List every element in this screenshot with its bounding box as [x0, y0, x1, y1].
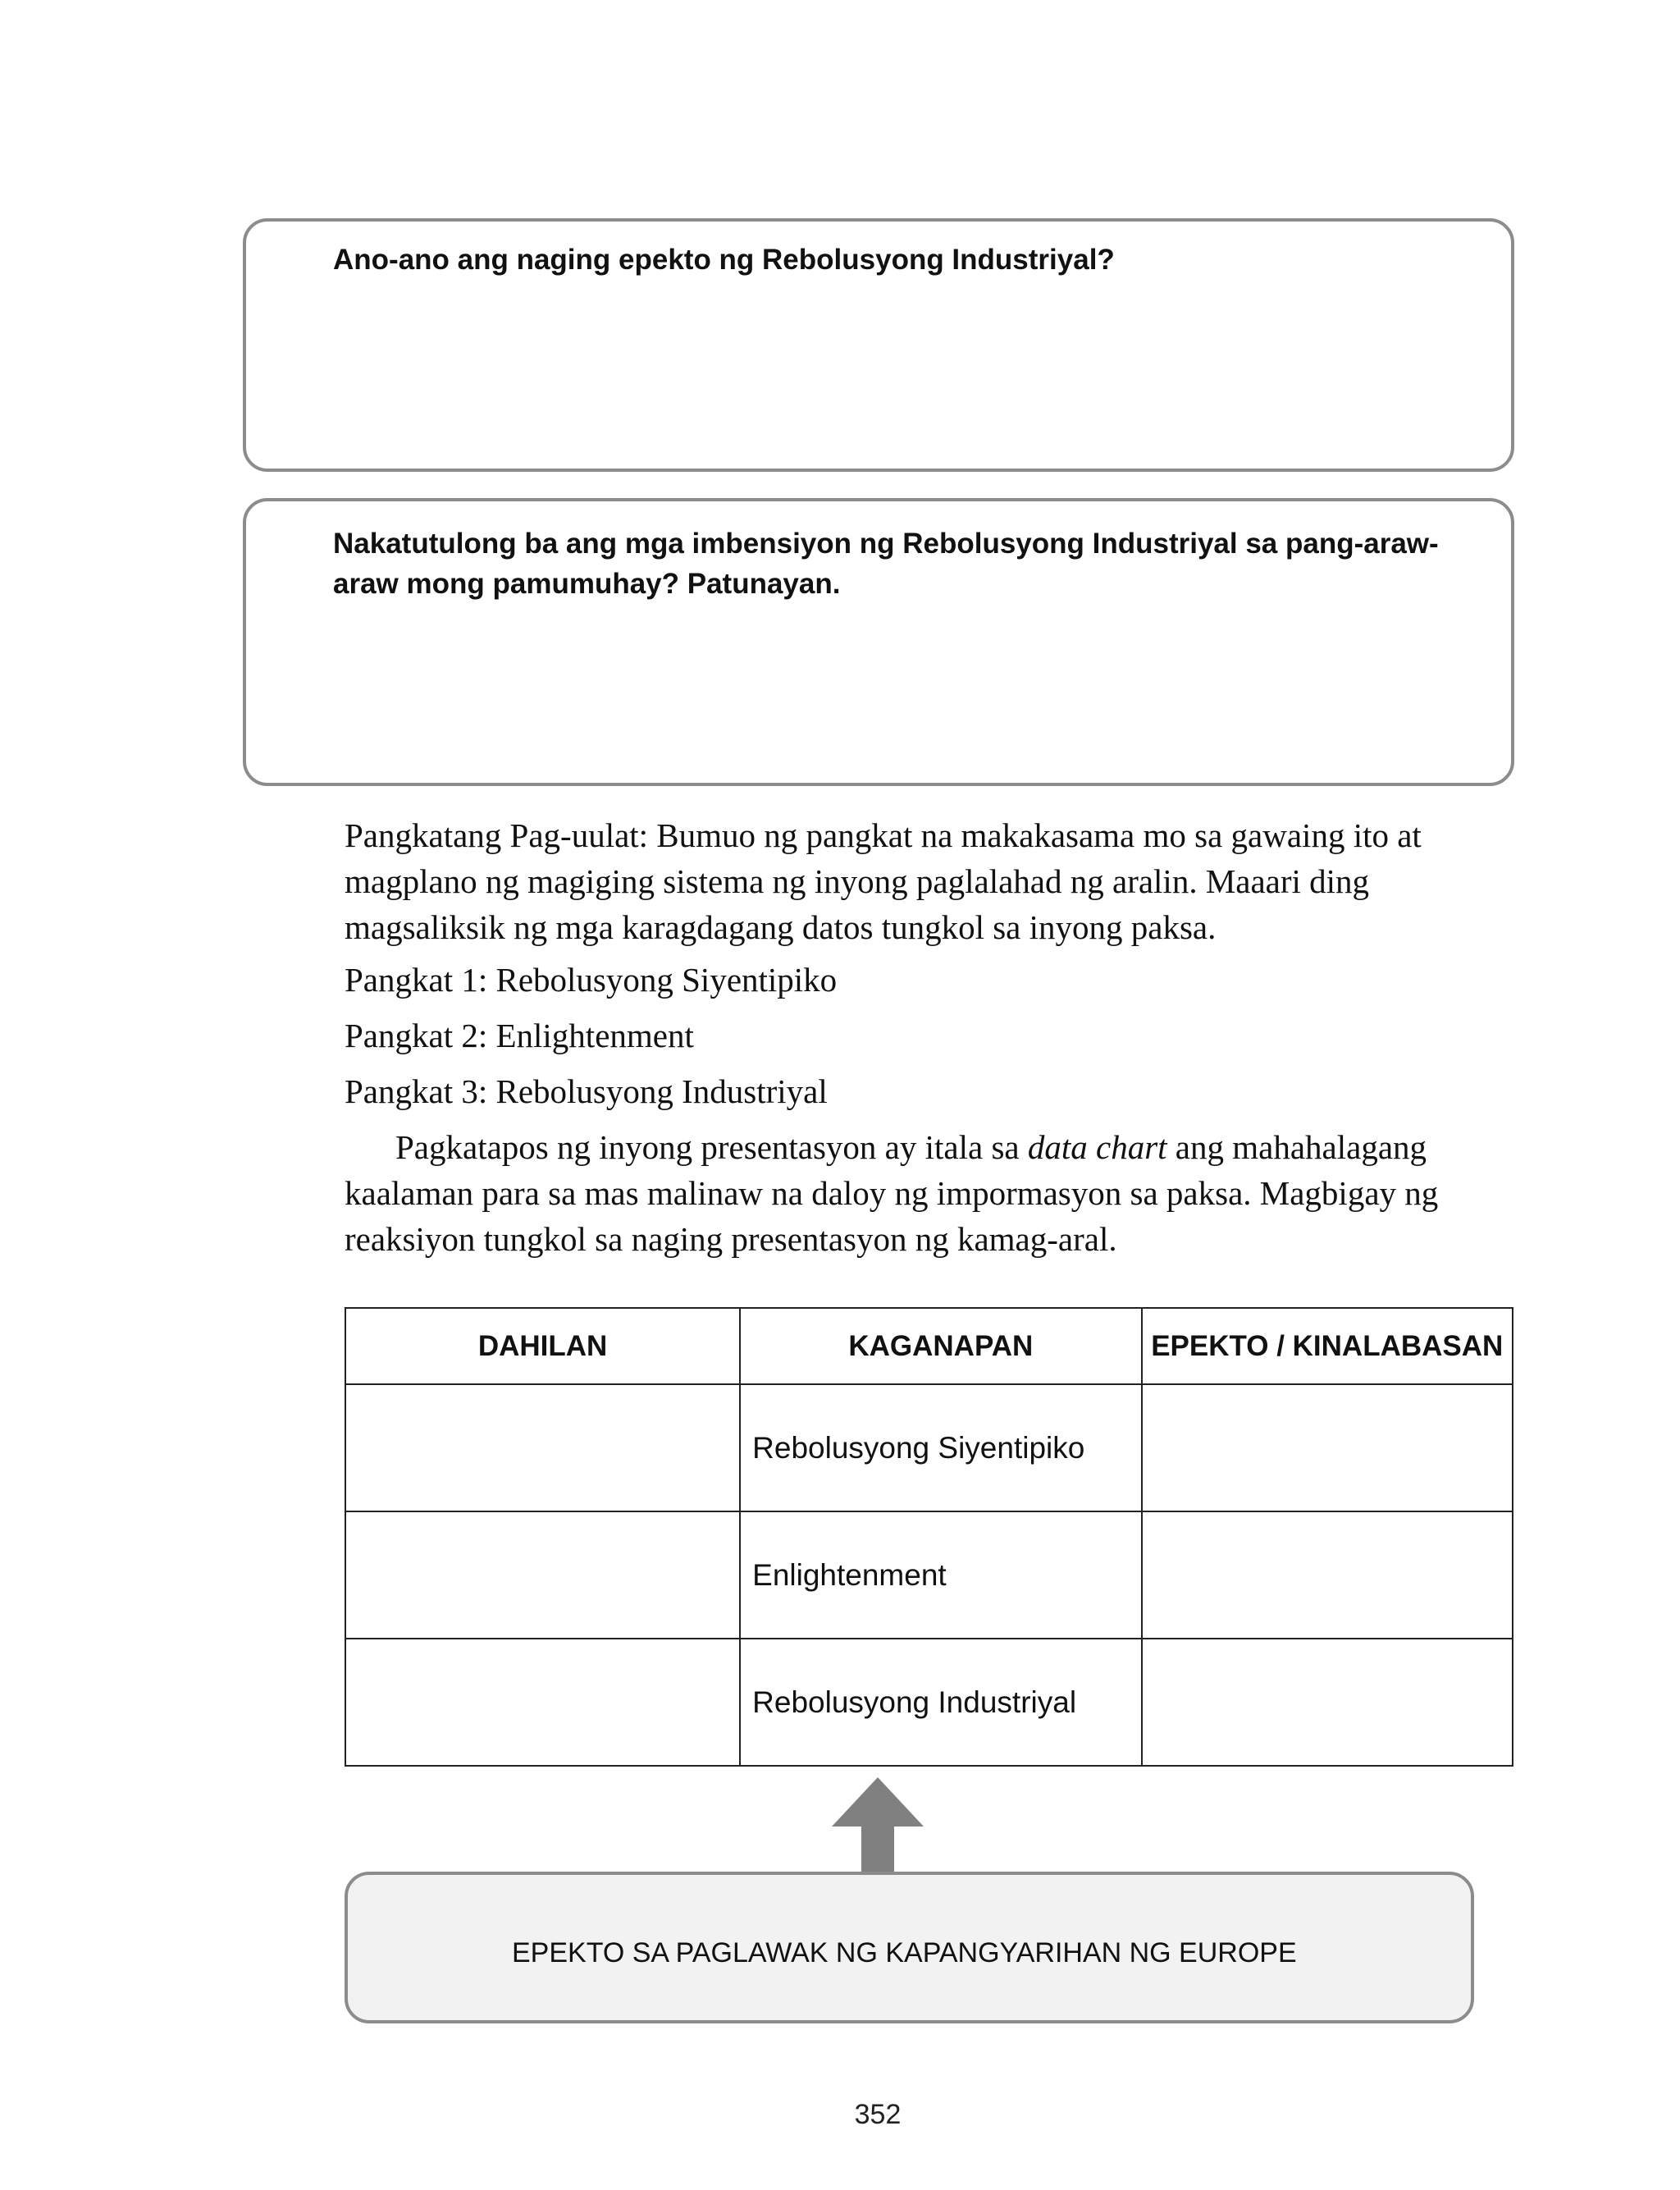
epekto-cell[interactable]: [1142, 1511, 1513, 1639]
bottom-box: [345, 1872, 1474, 2023]
table-header-row: [345, 1308, 1513, 1384]
dahilan-cell[interactable]: [345, 1384, 740, 1511]
arrow-up-icon: [832, 1777, 924, 1874]
question-box-1: [243, 218, 1514, 472]
instruction-after: ang mahahalagang kaalaman para sa mas malinaw na daloy ng impormasyon sa paksa. Magbigay ng reaksiyon tungkol sa naging presentasyon ng kamag-aral.: [345, 1128, 1439, 1258]
epekto-cell[interactable]: [1142, 1384, 1513, 1511]
epekto-cell[interactable]: [1142, 1639, 1513, 1766]
intro-paragraph: [345, 812, 1516, 950]
group-2: [345, 1013, 1516, 1058]
table-row: [345, 1511, 1513, 1639]
page-number: 352: [854, 2099, 902, 2130]
header-dahilan: DAHILAN: [345, 1308, 740, 1384]
kaganapan-cell: Rebolusyong Industriyal: [740, 1639, 1141, 1766]
instruction-before: Pagkatapos ng inyong presentasyon ay itala sa: [395, 1128, 1028, 1166]
group-3: [345, 1068, 1516, 1114]
header-kaganapan: KAGANAPAN: [740, 1308, 1141, 1384]
question-text-1: Ano-ano ang naging epekto ng Rebolusyong Industriyal?: [333, 244, 1115, 276]
intro-text: Pangkatang Pag-uulat: Bumuo ng pangkat na makakasama mo sa gawaing ito at magplano ng magiging sistema ng inyong paglalahad ng aralin. Maaari ding magsaliksik ng mga karagdagang datos tungkol sa inyong paksa.: [345, 816, 1422, 946]
data-chart-table: [345, 1307, 1513, 1767]
table-row: [345, 1384, 1513, 1511]
dahilan-cell[interactable]: [345, 1511, 740, 1639]
question-box-2: [243, 498, 1514, 786]
header-epekto: EPEKTO / KINALABASAN: [1142, 1308, 1513, 1384]
question-text-2: Nakatutulong ba ang mga imbensiyon ng Rebolusyong Industriyal sa pang-araw-araw mong pamumuhay? Patunayan.: [333, 528, 1439, 600]
dahilan-cell[interactable]: [345, 1639, 740, 1766]
table-row: [345, 1639, 1513, 1766]
instruction-emphasis: data chart: [1027, 1128, 1167, 1166]
bottom-box-label: EPEKTO SA PAGLAWAK NG KAPANGYARIHAN NG EUROPE: [512, 1937, 1297, 1968]
kaganapan-cell: Enlightenment: [740, 1511, 1141, 1639]
instruction-paragraph: [345, 1124, 1516, 1262]
kaganapan-cell: Rebolusyong Siyentipiko: [740, 1384, 1141, 1511]
group-1: [345, 957, 1516, 1003]
group-3-text: Pangkat 3: Rebolusyong Industriyal: [345, 1072, 828, 1110]
group-1-text: Pangkat 1: Rebolusyong Siyentipiko: [345, 961, 838, 999]
group-2-text: Pangkat 2: Enlightenment: [345, 1017, 694, 1054]
